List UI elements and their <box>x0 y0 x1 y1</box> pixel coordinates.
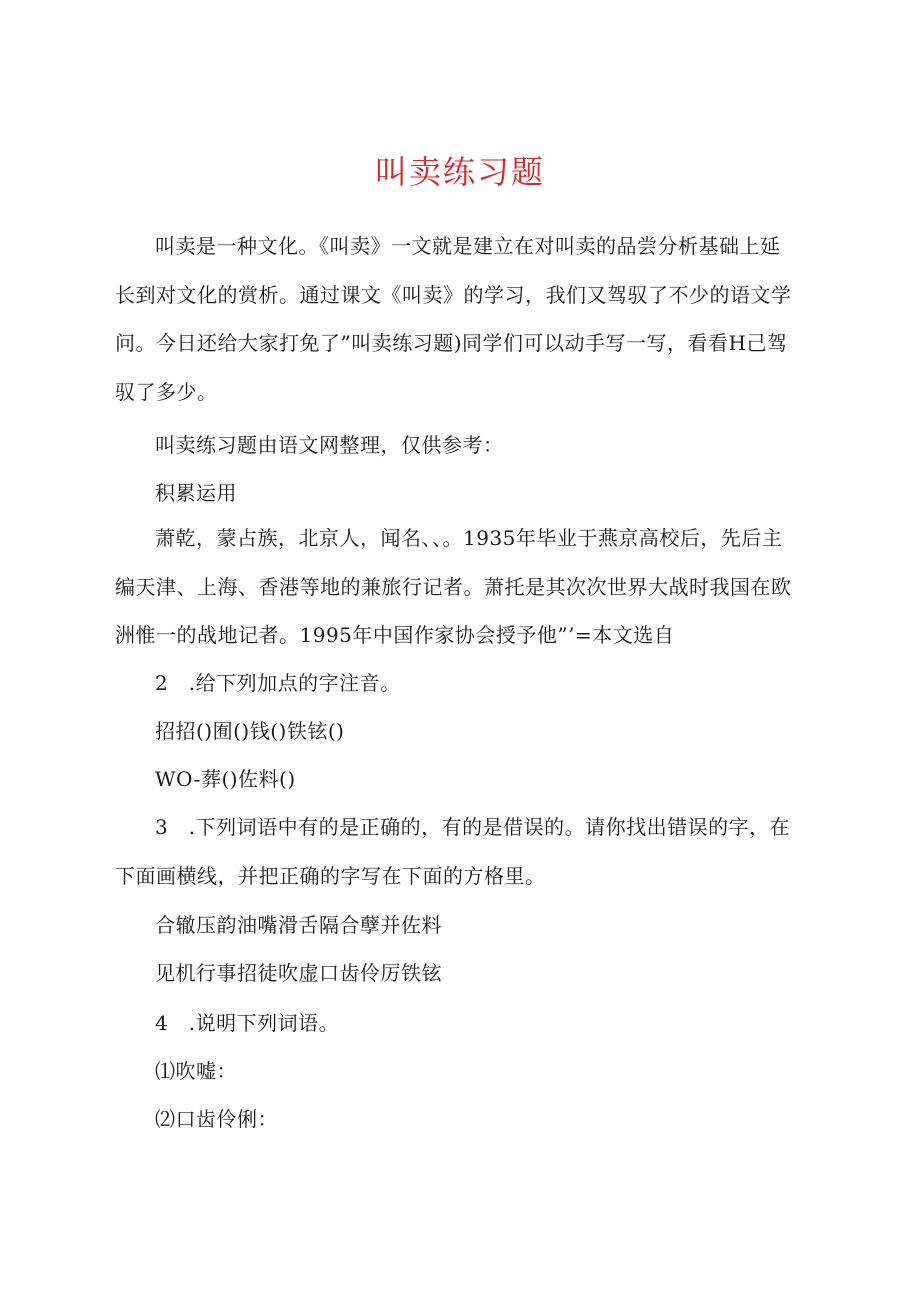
question-2: 2 .给下列加点的字注音。 <box>155 671 401 695</box>
question-2-line-2: WO-葬()佐料() <box>155 767 296 791</box>
question-4-item-2: ⑵口齿伶俐： <box>155 1107 278 1131</box>
page-title: 叫卖练习题 <box>374 153 545 191</box>
intro-paragraph: 叫卖是一种文化。《叫卖》一文就是建立在对叫卖的品尝分析基础上延长到对文化的赏析。通过课文《叫卖》的学习，我们又驾驭了不少的语文学问。今日还给大家打免了”叫卖练习题)同学们可以动手写一写，看看H己驾驭了多少。 <box>115 234 792 404</box>
question-3: 3 .下列词语中有的是正确的，有的是借误的。请你找出错误的字，在下面画横线，并把正确的字写在下面的方格里。 <box>115 815 791 888</box>
question-3-line-1: 合辙压韵油嘴滑舌隔合孽并佐料 <box>155 913 442 937</box>
question-3-line-2: 见机行事招徒吹虚口齿伶厉铁铉 <box>155 961 442 985</box>
passage-paragraph: 萧乾，蒙占族，北京人，闻名、、。1935年毕业于燕京高校后，先后主编天津、上海、香港等地的兼旅行记者。萧托是其次次世界大战时我国在欧洲惟一的战地记者。1995年中国作家协会授予他”’=本文选自 <box>115 526 792 647</box>
source-note: 叫卖练习题由语文网整理，仅供参考： <box>155 433 504 457</box>
question-4-item-1: ⑴吹嘘： <box>155 1059 237 1083</box>
section-heading: 积累运用 <box>155 481 237 505</box>
question-2-line-1: 招招()囿()钱()铁铉() <box>155 719 345 743</box>
question-4: 4 .说明下列词语。 <box>155 1011 340 1035</box>
